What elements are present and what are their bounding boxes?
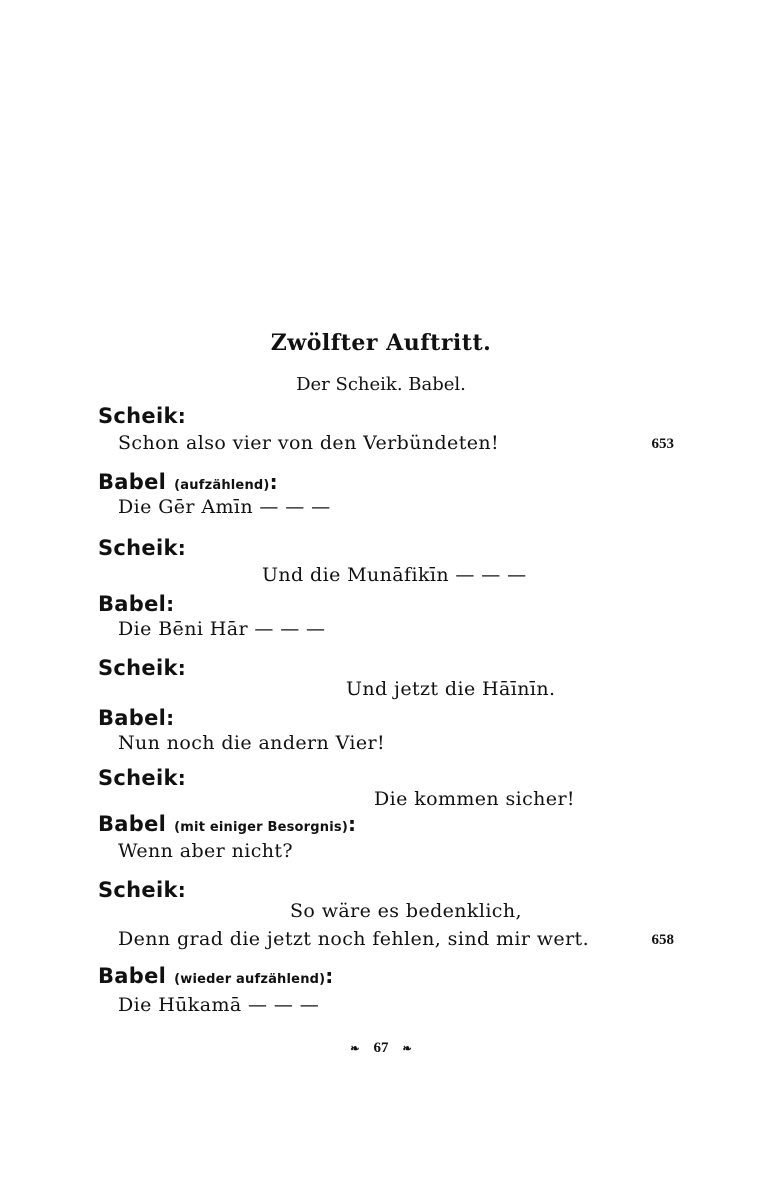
speaker-heading: Babel (mit einiger Besorgnis): (98, 812, 356, 836)
verse-line: Wenn aber nicht? (118, 840, 294, 862)
verse-line: Die Gēr Amīn — — — (118, 496, 331, 518)
speaker-name: Babel (98, 470, 167, 494)
speaker-name: Babel (98, 812, 167, 836)
speaker-heading: Scheik: (98, 536, 186, 560)
speaker-name: Scheik (98, 536, 178, 560)
speaker-name: Scheik (98, 878, 178, 902)
speaker-heading: Scheik: (98, 766, 186, 790)
verse-line: Die Hūkamā — — — (118, 994, 320, 1016)
verse-line: So wäre es bedenklich, (290, 900, 522, 922)
speaker-name: Babel (98, 592, 167, 616)
speaker-heading: Babel (wieder aufzählend): (98, 964, 334, 988)
speaker-heading: Babel: (98, 706, 175, 730)
verse-line: Und die Munāfikīn — — — (262, 564, 527, 586)
verse-line: Denn grad die jetzt noch fehlen, sind mir wert. (118, 928, 590, 950)
speaker-name: Scheik (98, 404, 178, 428)
line-number: 658 (651, 932, 674, 948)
speaker-name: Scheik (98, 656, 178, 680)
speaker-name: Babel (98, 964, 167, 988)
cast-list: Der Scheik. Babel. (296, 374, 466, 395)
stage-direction: (wieder aufzählend) (174, 972, 326, 987)
speaker-name: Babel (98, 706, 167, 730)
speaker-name: Scheik (98, 766, 178, 790)
verse-line: Die Bēni Hār — — — (118, 618, 326, 640)
scene-heading: Zwölfter Auftritt. (270, 330, 492, 356)
stage-direction: (mit einiger Besorgnis) (174, 820, 348, 835)
line-number: 653 (651, 436, 674, 452)
ornament-left-icon: ❧ (350, 1043, 360, 1056)
page-number: 67 (373, 1040, 389, 1056)
verse-line: Schon also vier von den Verbündeten! (118, 432, 500, 454)
verse-line: Und jetzt die Hāīnīn. (346, 678, 556, 700)
page-footer (0, 1040, 762, 1057)
stage-direction: (aufzählend) (174, 478, 270, 493)
verse-line: Nun noch die andern Vier! (118, 732, 386, 754)
speaker-heading: Scheik: (98, 656, 186, 680)
speaker-heading: Babel: (98, 592, 175, 616)
verse-line: Die kommen sicher! (374, 788, 575, 810)
ornament-right-icon: ❧ (402, 1043, 412, 1056)
speaker-heading: Scheik: (98, 404, 186, 428)
speaker-heading: Babel (aufzählend): (98, 470, 278, 494)
speaker-heading: Scheik: (98, 878, 186, 902)
